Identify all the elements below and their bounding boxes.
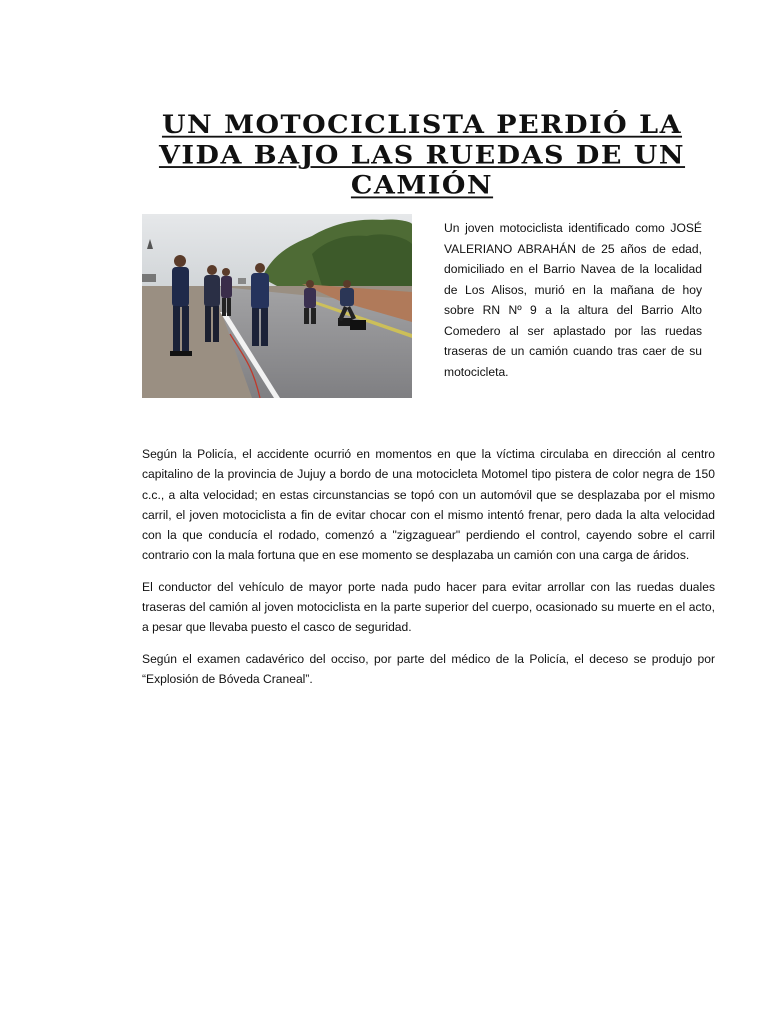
article-body	[142, 444, 715, 700]
headline-container	[142, 110, 702, 208]
accident-photo	[142, 214, 412, 398]
article-lead: Un joven motociclista identificado como JOSÉ VALERIANO ABRAHÁN de 25 años de edad, domiciliado en el Barrio Navea de la localidad de Los Alisos, murió en la mañana de hoy sobre RN Nº 9 a la altura del Barrio Alto Comedero al ser aplastado por las ruedas traseras de un camión cuando tras caer de su motocicleta.	[444, 221, 702, 379]
body-paragraph: El conductor del vehículo de mayor porte nada pudo hacer para evitar arrollar con las ruedas duales traseras del camión al joven motociclista en la parte superior del cuerpo, ocasionado su muerte en el acto, a pesar que llevaba puesto el casco de seguridad.	[142, 579, 715, 635]
body-paragraph: Según la Policía, el accidente ocurrió en momentos en que la víctima circulaba en dirección al centro capitalino de la provincia de Jujuy a bordo de una motocicleta Motomel tipo pistera de color negra de 150 c.c., a alta velocidad; en estas circunstancias se topó con un automóvil que se desplazaba por el mismo carril, el joven motociclista a fin de evitar chocar con el mismo intentó frenar, pero dada la alta velocidad con la que conducía el rodado, comenzó a "zigzaguear" perdiendo el control, cayendo sobre el carril contrario con la mala fortuna que en ese momento se desplazaba un camión con una carga de áridos.	[142, 447, 715, 563]
article-headline: UN MOTOCICLISTA PERDIÓ LA VIDA BAJO LAS RUEDAS DE UN CAMIÓN	[158, 110, 686, 201]
body-paragraph: Según el examen cadavérico del occiso, por parte del médico de la Policía, el deceso se produjo por “Explosión de Bóveda Craneal”.	[142, 651, 715, 686]
